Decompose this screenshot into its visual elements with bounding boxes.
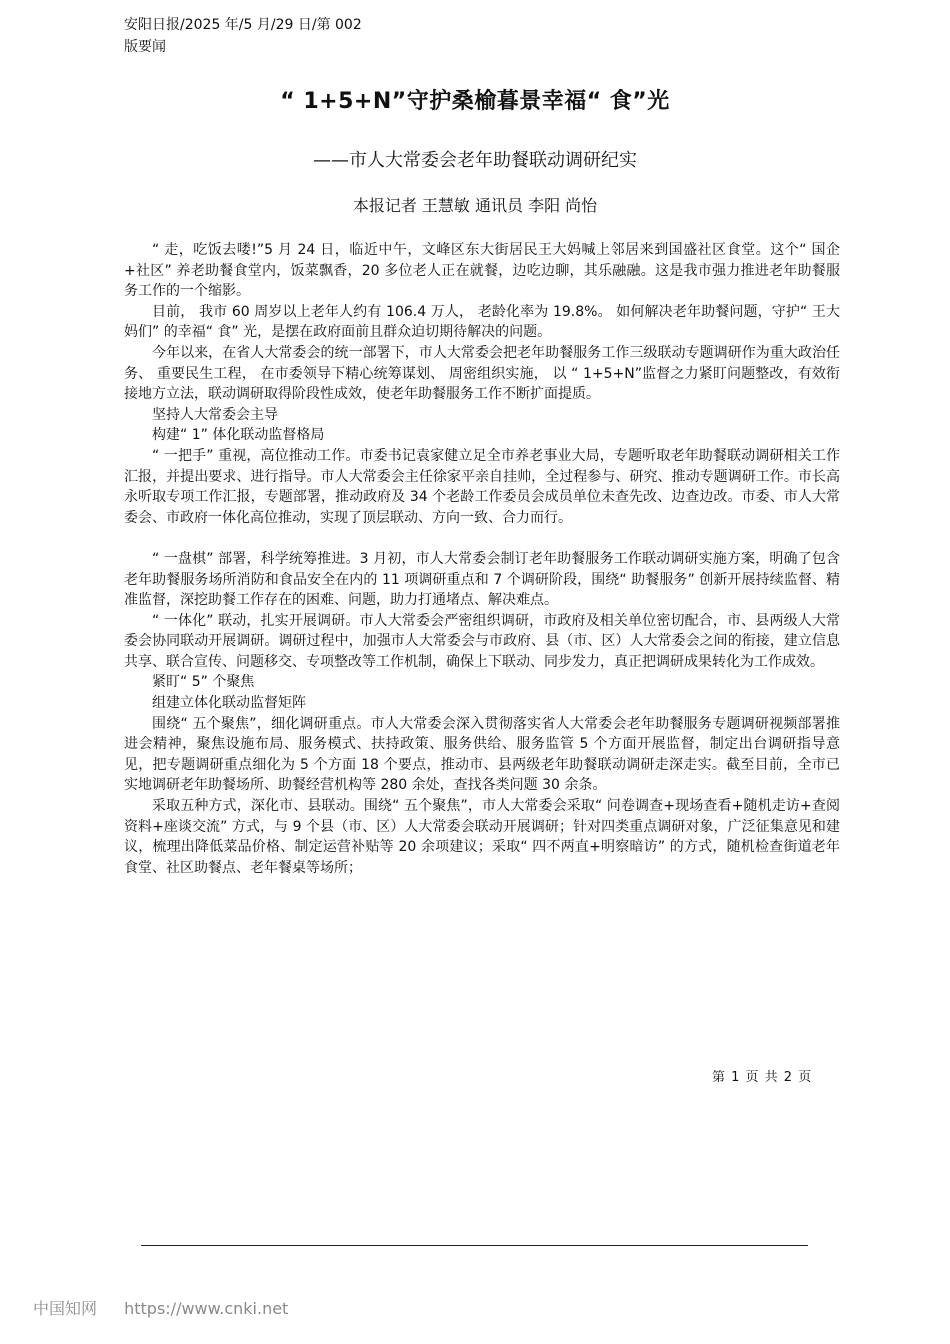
paragraph: “ 一盘棋” 部署，科学统筹推进。3 月初，市人大常委会制订老年助餐服务工作联动调研实施方案，明确了包含老年助餐服务场所消防和食品安全在内的 11 项调研重点和 7 个调研阶段，围绕“ 助餐服务” 创新开展持续监督、精准监督，深挖助餐工作存在的困难、问题，助力打通堵点、解决难点。 [124, 550, 840, 609]
paragraph: 采取五种方式，深化市、县联动。围绕“ 五个聚焦”，市人大常委会采取“ 问卷调查+现场查看+随机走访+查阅资料+座谈交流” 方式，与 9 个县（市、区）人大常委会联动开展调研；针对四类重点调研对象，广泛征集意见和建议，梳理出降低菜品价格、制定运营补贴等 20 余项建议；采取“ 四不两直+明察暗访” 的方式，随机检查街道老年食堂、社区助餐点、老年餐桌等场所； [124, 798, 840, 876]
paragraph: “ 一把手” 重视，高位推动工作。市委书记袁家健立足全市养老事业大局，专题听取老年助餐联动调研相关工作汇报，并提出要求、进行指导。市人大常委会主任徐家平亲自挂帅，全过程参与、研究、推动专题调研工作。市长高永听取专项工作汇报，专题部署，推动政府及 34 个老龄工作委员会成员单位未查先改、边查边改。市委、市人大常委会、市政府一体化高位推动，实现了顶层联动、方向一致、合力而行。 [124, 447, 840, 526]
source-line: 安阳日报/2025 年/5 月/29 日/第 002 [124, 17, 362, 33]
footer-divider [141, 1245, 808, 1246]
paragraph: 围绕“ 五个聚焦”，细化调研重点。市人大常委会深入贯彻落实省人大常委会老年助餐服务专题调研视频部署推进会精神，聚焦设施布局、服务模式、扶持政策、服务供给、服务监管 5 个方面开展监督，制定出台调研指导意见，把专题调研重点细化为 5 个方面 18 个要点，推动市、县两级老年助餐联动调研走深走实。截至目前，全市已实地调研老年助餐场所、助餐经营机构等 280 余处，查找各类问题 30 余条。 [124, 715, 840, 794]
paragraph: “ 走，吃饭去喽!”5 月 24 日，临近中午，文峰区东大街居民王大妈喊上邻居来到国盛社区食堂。这个“ 国企+社区” 养老助餐食堂内，饭菜飘香，20 多位老人正在就餐，边吃边聊，其乐融融。这是我市强力推进老年助餐服务工作的一个缩影。 [124, 242, 840, 300]
section-name: 版要闻 [124, 39, 166, 55]
article-body [124, 240, 840, 878]
watermark-brand: 中国知网 [33, 1299, 98, 1318]
article-byline: 本报记者 王慧敏 通讯员 李阳 尚怡 [352, 196, 598, 215]
article-title: “ 1+5+N”守护桑榆暮景幸福“ 食”光 [280, 89, 670, 114]
paragraph: 今年以来，在省人大常委会的统一部署下，市人大常委会把老年助餐服务工作三级联动专题调研作为重大政治任务、 重要民生工程， 在市委领导下精心统筹谋划、 周密组织实施， 以 “ 1+5+N”监督之力紧盯问题整改，有效衔接地方立法，联动调研取得阶段性成效，使老年助餐服务工作不断扩面提质。 [124, 344, 840, 403]
paragraph: 目前， 我市 60 周岁以上老年人约有 106.4 万人， 老龄化率为 19.8%。 如何解决老年助餐问题，守护“ 王大妈们” 的幸福“ 食” 光，是摆在政府面前且群众迫切期待解决的问题。 [124, 303, 840, 341]
section-heading: 紧盯“ 5” 个聚焦 [152, 674, 255, 691]
section-subheading: 构建“ 1” 体化联动监督格局 [152, 427, 325, 444]
article-subtitle: ——市人大常委会老年助餐联动调研纪实 [313, 150, 637, 171]
section-heading: 坚持人大常委会主导 [152, 406, 278, 423]
page-indicator: 第 1 页 共 2 页 [712, 1070, 813, 1085]
paragraph: “ 一体化” 联动，扎实开展调研。市人大常委会严密组织调研，市政府及相关单位密切配合，市、县两级人大常委会协同联动开展调研。调研过程中，加强市人大常委会与市政府、县（市、区）人大常委会之间的衔接，建立信息共享、联合宣传、问题移交、专项整改等工作机制，确保上下联动、同步发力，真正把调研成果转化为工作成效。 [124, 612, 840, 670]
section-subheading: 组建立体化联动监督矩阵 [152, 695, 306, 712]
watermark [33, 1296, 310, 1319]
source-metadata [124, 14, 362, 58]
watermark-url: https://www.cnki.net [124, 1299, 289, 1318]
